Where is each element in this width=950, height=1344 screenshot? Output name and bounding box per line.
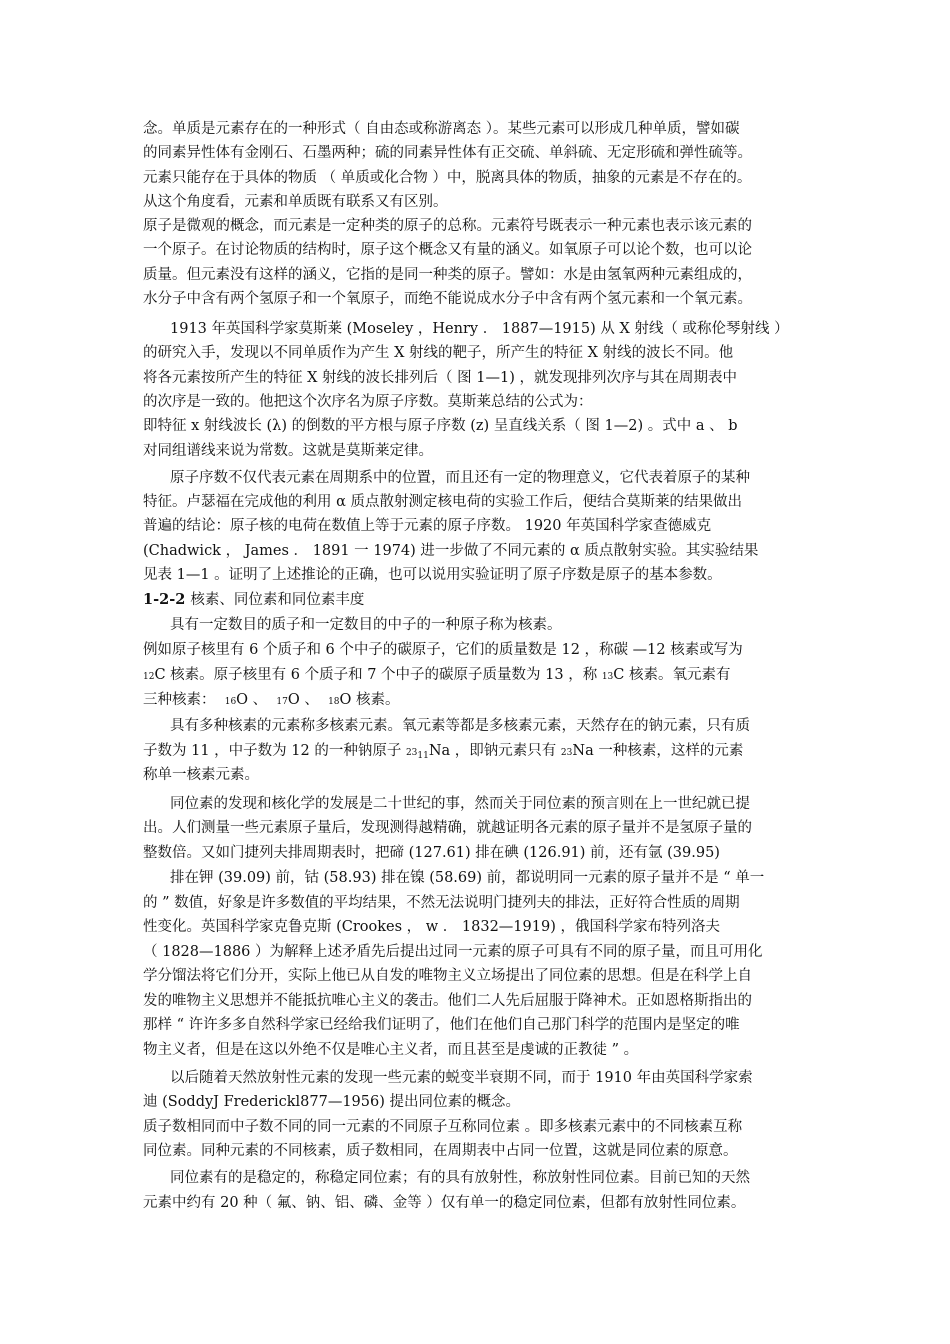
- text-run: Na 一种核素，这样的元素: [572, 743, 744, 759]
- text-line: 那样 “ 许许多多自然科学家已经给我们证明了，他们在他们自己那门科学的范围内是坚定的唯: [143, 1017, 740, 1033]
- text-run: O 核素。: [339, 692, 400, 708]
- text-line: 元素中约有 20 种（ 氟、钠、铝、磷、金等 ）仅有单一的稳定同位素，但都有放射性同位素。: [143, 1195, 746, 1211]
- text-line: [143, 663, 813, 687]
- text-line: 整数倍。又如门捷列夫排周期表时，把碲 (127.61) 排在碘 (126.91) 前，还有氩 (39.95): [143, 845, 720, 861]
- text-line: 元素只能存在于具体的物质 （ 单质或化合物 ）中，脱离具体的物质，抽象的元素是不存在的。: [143, 170, 752, 186]
- text-line: 同位素有的是稳定的，称稳定同位素；有的具有放射性，称放射性同位素。目前已知的天然: [170, 1170, 750, 1186]
- mass-number: 23: [560, 748, 573, 758]
- text-line: 以后随着天然放射性元素的发现一些元素的蜕变半衰期不同，而于 1910 年由英国科学家索: [170, 1070, 753, 1086]
- text-line: 质量。但元素没有这样的涵义，它指的是同一种类的原子。譬如：水是由氢氧两种元素组成的，: [143, 267, 752, 283]
- section-heading: [143, 588, 813, 612]
- text-line: 将各元素按所产生的特征 X 射线的波长排列后（ 图 1—1) ，就发现排列次序与其在周期表中: [143, 370, 737, 386]
- text-line: (Chadwick ， James ． 1891 一 1974) 进一步做了不同元素的 α 质点散射实验。其实验结果: [143, 543, 759, 559]
- text-line: 具有一定数目的质子和一定数目的中子的一种原子称为核素。: [170, 617, 562, 633]
- mass-number: 16: [224, 697, 237, 707]
- mass-number: 13: [601, 672, 614, 682]
- text-line: 的次序是一致的。他把这个次序名为原子序数。莫斯莱总结的公式为：: [143, 394, 593, 410]
- text-line: 质子数相同而中子数不同的同一元素的不同原子互称同位素 。即多核素元素中的不同核素互称: [143, 1119, 743, 1135]
- text-line: 原子是微观的概念，而元素是一定种类的原子的总称。元素符号既表示一种元素也表示该元素的: [143, 218, 752, 234]
- text-line: 迪 (SoddyJ Frederickl877—1956) 提出同位素的概念。: [143, 1094, 520, 1110]
- text-run: C 核素。原子核里有 6 个质子和 7 个中子的碳原子质量数为 13 ，称: [154, 667, 602, 683]
- text-line: （ 1828—1886 ）为解释上述矛盾先后提出过同一元素的原子可具有不同的原子量，而且可用化: [143, 944, 763, 960]
- atomic-number: 11: [417, 751, 429, 761]
- text-line: 物主义者，但是在这以外绝不仅是唯心主义者，而且甚至是虔诚的正教徒 ” 。: [143, 1042, 639, 1058]
- text-line: 即特征 x 射线波长 (λ) 的倒数的平方根与原子序数 (z) 呈直线关系（ 图 1—2) 。式中 a 、 b: [143, 418, 738, 434]
- text-line: 性变化。英国科学家克鲁克斯 (Crookes ， w ． 1832—1919) ，俄国科学家布特列洛夫: [143, 919, 720, 935]
- text-line: 同位素的发现和核化学的发展是二十世纪的事，然而关于同位素的预言则在上一世纪就已提: [170, 796, 750, 812]
- text-line: 特征。卢瑟福在完成他的利用 α 质点散射测定核电荷的实验工作后，便结合莫斯莱的结果做出: [143, 494, 743, 510]
- text-line: [143, 739, 813, 763]
- text-run: Na ，即钠元素只有: [428, 743, 561, 759]
- text-line: 的同素异性体有金刚石、石墨两种；硫的同素异性体有正交硫、单斜硫、无定形硫和弹性硫等。: [143, 145, 752, 161]
- text-line: 一个原子。在讨论物质的结构时，原子这个概念又有量的涵义。如氧原子可以论个数，也可以论: [143, 242, 752, 258]
- section-title: 核素、同位素和同位素丰度: [190, 592, 365, 608]
- text-line: 的 ” 数值，好象是许多数值的平均结果，不然无法说明门捷列夫的排法，正好符合性质的周期: [143, 895, 740, 911]
- text-line: 排在钾 (39.09) 前，钴 (58.93) 排在镍 (58.69) 前，都说明同一元素的原子量并不是 “ 单一: [170, 870, 765, 886]
- text-line: 具有多种核素的元素称多核素元素。氧元素等都是多核素元素，天然存在的钠元素，只有质: [170, 718, 750, 734]
- text-line: 发的唯物主义思想并不能抵抗唯心主义的袭击。他们二人先后屈服于降神术。正如恩格斯指出的: [143, 993, 752, 1009]
- text-line: 学分馏法将它们分开，实际上他已从自发的唯物主义立场提出了同位素的思想。但是在科学上自: [143, 968, 752, 984]
- text-line: [143, 688, 813, 712]
- text-line: 称单一核素元素。: [143, 767, 259, 783]
- text-line: 见表 1—1 。证明了上述推论的正确，也可以说用实验证明了原子序数是原子的基本参数。: [143, 567, 722, 583]
- text-line: 出。人们测量一些元素原子量后，发现测得越精确，就越证明各元素的原子量并不是氢原子量的: [143, 820, 752, 836]
- text-line: 1913 年英国科学家莫斯莱 (Moseley ，Henry ． 1887—1915) 从 X 射线（ 或称伦琴射线 ）: [170, 321, 789, 337]
- text-line: 同位素。同种元素的不同核素，质子数相同，在周期表中占同一位置，这就是同位素的原意。: [143, 1143, 738, 1159]
- mass-number: 18: [328, 697, 340, 707]
- text-line: 的研究入手，发现以不同单质作为产生 X 射线的靶子，所产生的特征 X 射线的波长不同。他: [143, 345, 734, 361]
- text-run: O 、: [287, 692, 324, 708]
- text-line: 念。单质是元素存在的一种形式（ 自由态或称游离态 ）。某些元素可以形成几种单质，譬如碳: [143, 121, 740, 137]
- text-line: 普遍的结论：原子核的电荷在数值上等于元素的原子序数。 1920 年英国科学家查德威克: [143, 518, 712, 534]
- text-line: 水分子中含有两个氢原子和一个氧原子，而绝不能说成水分子中含有两个氢元素和一个氧元素。: [143, 291, 752, 307]
- text-run: O 、: [236, 692, 272, 708]
- section-number: 1-2-2: [143, 591, 186, 608]
- mass-number: 23: [405, 748, 418, 758]
- text-line: 例如原子核里有 6 个质子和 6 个中子的碳原子，它们的质量数是 12 ，称碳 —12 核素或写为: [143, 642, 743, 658]
- text-run: 子数为 11 ，中子数为 12 的一种钠原子: [143, 743, 406, 759]
- text-line: 从这个角度看，元素和单质既有联系又有区别。: [143, 194, 448, 210]
- text-line: 对同组谱线来说为常数。这就是莫斯莱定律。: [143, 443, 433, 459]
- text-run: 三种核素：: [143, 692, 221, 708]
- text-line: 原子序数不仅代表元素在周期系中的位置，而且还有一定的物理意义，它代表着原子的某种: [170, 470, 750, 486]
- text-run: C 核素。氧元素有: [613, 667, 731, 683]
- mass-number: 17: [276, 697, 288, 707]
- mass-number: 12: [143, 672, 155, 682]
